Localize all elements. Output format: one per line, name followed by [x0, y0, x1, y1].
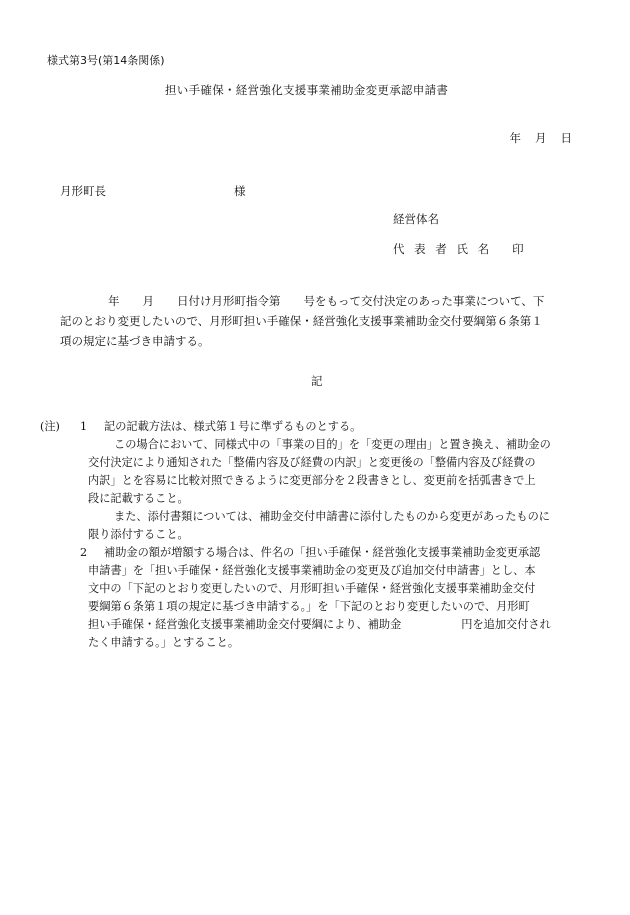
note-number: 1 [80, 420, 88, 433]
seal-label: 印 [512, 242, 524, 256]
note-number: 2 [80, 546, 88, 559]
note-line [88, 616, 595, 634]
body-line: 年 月 日付け月形町指令第 号をもって交付決定のあった事業について、下 [108, 294, 545, 308]
note-line: 限り添付すること。 [88, 528, 189, 541]
body-text [60, 291, 590, 351]
note-paragraph [40, 508, 595, 544]
entity-name-label: 経営体名 [393, 212, 439, 226]
note-line: 要綱第６条第１項の規定に基づき申請する。」を「下記のとおり変更したいので、月形町 [88, 600, 530, 613]
ki-heading: 記 [311, 374, 323, 388]
representative-line [393, 241, 524, 257]
addressee [60, 183, 246, 199]
note-line: 申請書」を「担い手確保・経営強化支援事業補助金の変更及び追加交付申請書」とし、本 [88, 564, 536, 577]
note-paragraph [40, 436, 595, 508]
addressee-honorific: 様 [234, 184, 246, 198]
addressee-name: 月形町長 [60, 184, 106, 198]
date-year: 年 [509, 131, 521, 145]
note-line: また、添付書類については、補助金交付申請書に添付したものから変更があったものに [114, 510, 550, 523]
note-line: 文中の「下記のとおり変更したいので、月形町担い手確保・経営強化支援事業補助金交付 [88, 582, 536, 595]
note-line: 交付決定により通知された「整備内容及び経費の内訳」と変更後の「整備内容及び経費の [88, 456, 536, 469]
date-line [510, 130, 573, 146]
date-month: 月 [535, 131, 547, 145]
note-text: 記の記載方法は、様式第１号に準ずるものとする。 [104, 420, 362, 433]
note-text: 補助金の額が増額する場合は、件名の「担い手確保・経営強化支援事業補助金変更承認 [104, 546, 541, 559]
note-item-1 [40, 418, 595, 436]
notes-section [40, 418, 595, 652]
note-line: この場合において、同様式中の「事業の目的」を「変更の理由」と置き換え、補助金の [114, 438, 551, 451]
form-number: 様式第3号(第14条関係) [47, 54, 165, 67]
notes-label: (注) [40, 420, 60, 433]
note-line: 段に記載すること。 [88, 492, 189, 505]
body-line: 記のとおり変更したいので、月形町担い手確保・経営強化支援事業補助金交付要綱第６条第１ [60, 314, 543, 328]
note-line: 内訳」とを容易に比較対照できるように変更部分を２段書きとし、変更前を括弧書きで上 [88, 474, 536, 487]
note-line-part: 円を追加交付され [461, 618, 551, 631]
note-line: たく申請する。」とすること。 [88, 636, 240, 649]
note-item-2 [40, 544, 595, 562]
body-line: 項の規定に基づき申請する。 [60, 334, 210, 348]
date-day: 日 [560, 131, 572, 145]
note-line-part: 担い手確保・経営強化支援事業補助金交付要綱により、補助金 [88, 618, 402, 631]
note-paragraph [40, 562, 595, 652]
document-title: 担い手確保・経営強化支援事業補助金変更承認申請書 [165, 83, 449, 97]
representative-label: 代 表 者 氏 名 [393, 242, 493, 256]
